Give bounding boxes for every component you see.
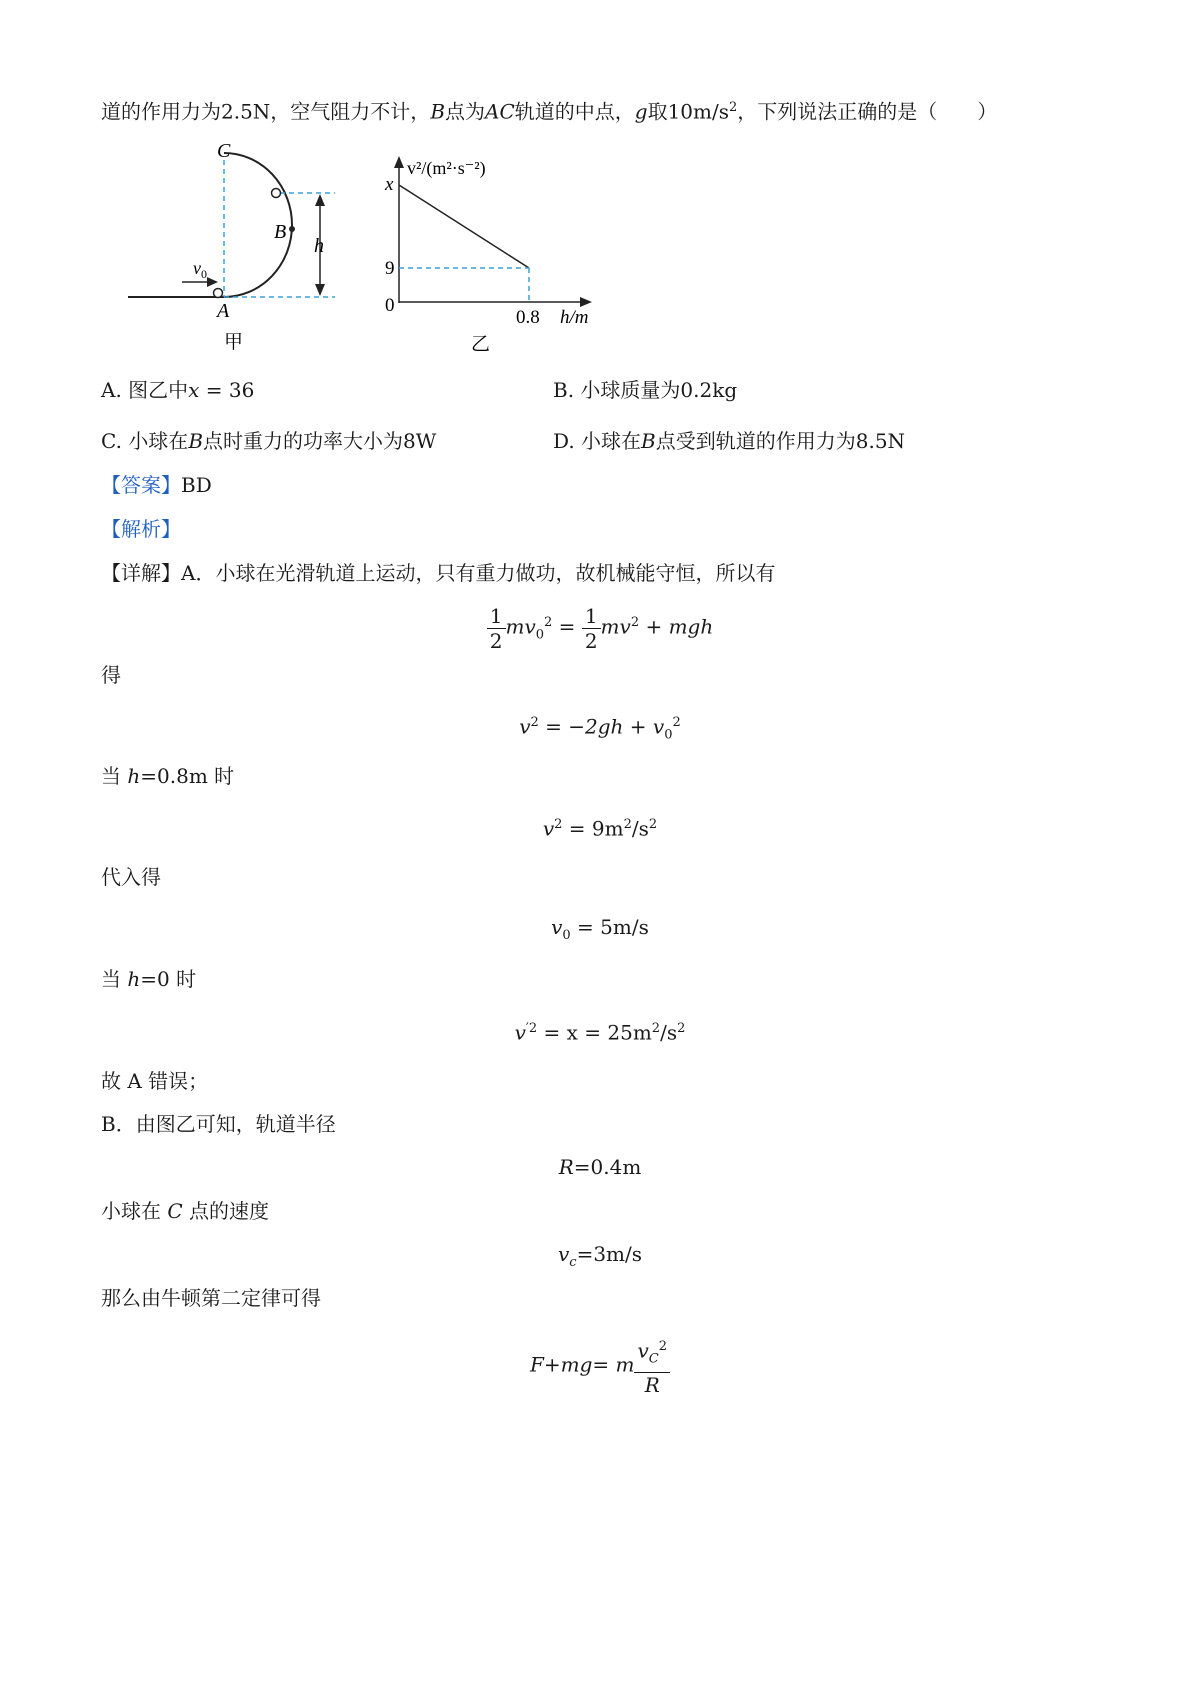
option-b: B. 小球质量为0.2kg [553, 378, 738, 402]
text-part-b: B．由图乙可知，轨道半径 [101, 1112, 336, 1136]
question-stem: 道的作用力为2.5N，空气阻力不计，B点为AC轨道的中点，g取$10m/s^2$，下列说法正确的是（ ） [101, 99, 998, 124]
label-c: C [217, 140, 231, 162]
equation-radius: R=0.4m [558, 1155, 642, 1179]
answer-line [101, 472, 212, 498]
y-axis-label: v²/(m²·s⁻²) [407, 158, 486, 178]
figure-jia [120, 135, 380, 360]
equation-x-25: $v^{'2} = x = 25m^2/s^2$ [514, 1020, 686, 1045]
text-conclusion-a: 故 A 错误； [101, 1069, 209, 1093]
label-v0: $v_0$ [193, 258, 207, 281]
equation-newton: F+mg= m $\frac{v_C^2}{R}$ [0, 1335, 1200, 1397]
data-line [399, 185, 529, 268]
y-axis-arrow [394, 156, 404, 168]
option-a: A. 图乙中x = 36 [101, 378, 255, 402]
h-arrow-head-bottom [315, 284, 325, 296]
point-b [289, 226, 295, 232]
ball-upper [272, 189, 281, 198]
answer-tag: 【答案】 [101, 473, 181, 497]
tick-y-9: 9 [385, 258, 395, 279]
equation-v0: $v_0 = 5m/s$ [551, 915, 649, 943]
caption-yi: 乙 [471, 334, 491, 355]
text-newton: 那么由牛顿第二定律可得 [101, 1286, 321, 1310]
text-when-h08: 当 h=0.8m 时 [101, 764, 235, 788]
x-axis-arrow [580, 297, 592, 307]
text-vc: 小球在 C 点的速度 [101, 1199, 270, 1223]
equation-energy: $\frac{1}{2}$ $mv_0^2$ = $\frac{1}{2}$ $mv^2$ + mgh [0, 598, 1200, 661]
text-de: 得 [101, 663, 121, 687]
answer-value: BD [181, 473, 212, 497]
caption-jia: 甲 [224, 332, 244, 353]
figure-yi [380, 140, 610, 360]
text-dairu: 代入得 [101, 865, 161, 889]
tick-y-top: x [385, 174, 394, 195]
label-a: A [217, 300, 230, 322]
equation-v-squared: $v^2 = -2gh + v_0^2$ [519, 714, 681, 743]
origin-label: 0 [385, 295, 395, 316]
x-axis-label: h/m [560, 307, 589, 328]
equation-v2-9: $v^2 = 9m^2/s^2$ [542, 816, 658, 841]
label-h: h [314, 235, 324, 257]
ball-a [214, 289, 223, 298]
tick-x-08: 0.8 [516, 307, 540, 328]
text-when-h0: 当 h=0 时 [101, 967, 197, 991]
detail-intro: 【详解】A．小球在光滑轨道上运动，只有重力做功，故机械能守恒，所以有 [101, 561, 776, 585]
option-c: C. 小球在B点时重力的功率大小为8W [101, 429, 437, 453]
analysis-tag-line: 【解析】 [101, 517, 181, 541]
velocity-arrow-head [207, 277, 218, 287]
label-b: B [274, 221, 287, 243]
h-arrow-head-top [315, 194, 325, 206]
equation-vc: $v_c=3m/s$ [557, 1242, 643, 1270]
option-d: D. 小球在B点受到轨道的作用力为8.5N [553, 429, 906, 453]
